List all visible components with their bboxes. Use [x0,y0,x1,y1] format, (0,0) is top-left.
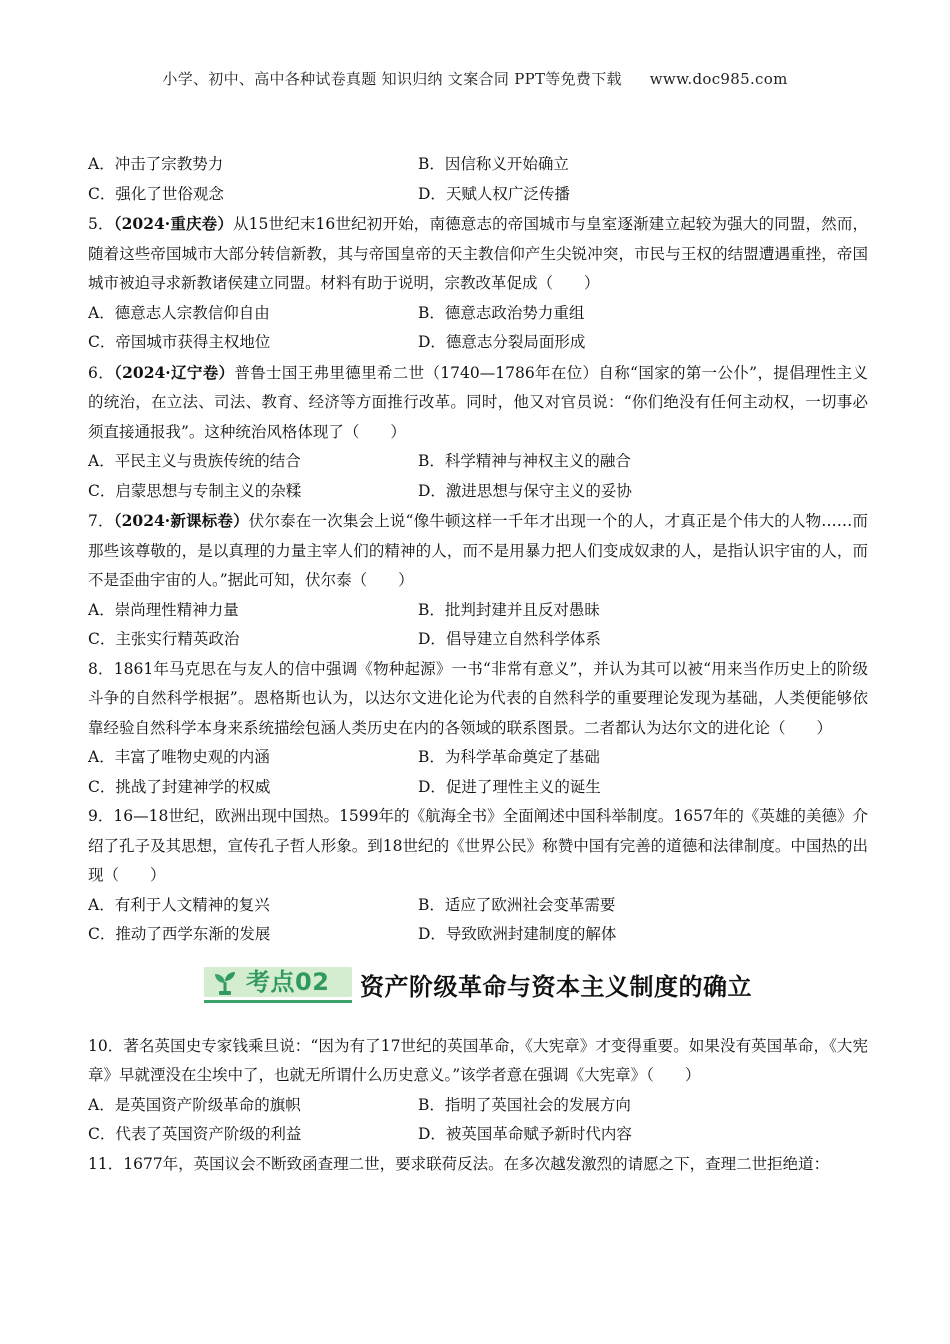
q7-options-row-2 [88,625,868,655]
q6-number: 6． [88,363,115,382]
q10-stem [88,1032,868,1091]
q11-number: 11． [88,1154,124,1173]
q6-options-row-2 [88,477,868,507]
q6-text: 普鲁士国王弗里德里希二世（1740—1786年在位）自称“国家的第一公仆”，提倡理性主义的统治，在立法、司法、教育、经济等方面推行改革。同时，他又对官员说：“你们绝没有任何主动权，一切事必须直接通报我”。这种统治风格体现了（ ） [88,363,868,441]
q9-options-row-2 [88,920,868,950]
exam-content [88,150,868,1179]
q7-options-row-1 [88,596,868,626]
q5-source: （2024·重庆卷） [113,214,233,233]
q7-option-b[interactable]: B．批判封建并且反对愚昧 [418,600,600,619]
q8-option-c[interactable]: C．挑战了封建神学的权威 [88,777,271,796]
q8-option-a[interactable]: A．丰富了唯物史观的内涵 [88,748,270,766]
q6-options-row-1 [88,447,868,477]
section-title: 资产阶级革命与资本主义制度的确立 [360,973,752,1001]
q8-number: 8． [88,659,114,678]
q4-option-c[interactable]: C．强化了世俗观念 [88,184,224,203]
q10-option-a[interactable]: A．是英国资产阶级革命的旗帜 [88,1095,301,1114]
q7-source: （2024·新课标卷） [113,511,249,530]
section-badge-label: 考点02 [246,967,330,996]
sprout-icon [212,970,238,996]
q10-options-row-2 [88,1120,868,1150]
section-badge-underline [204,1000,352,1003]
section-heading [88,960,868,1010]
q11-text: 1677年，英国议会不断致函查理二世，要求联荷反法。在多次越发激烈的请愿之下，查理二世拒绝道： [123,1154,830,1173]
header-text: 小学、初中、高中各种试卷真题 知识归纳 文案合同 PPT等免费下载 [162,70,622,88]
q9-option-d[interactable]: D．导致欧洲封建制度的解体 [418,925,617,943]
q4-options-row-2 [88,180,868,210]
q8-options-row-1 [88,743,868,773]
q5-options-row-2 [88,328,868,358]
q8-option-b[interactable]: B．为科学革命奠定了基础 [418,748,600,766]
q10-option-b[interactable]: B．指明了英国社会的发展方向 [418,1095,631,1114]
q8-options-row-2 [88,773,868,803]
q7-option-a[interactable]: A．崇尚理性精神力量 [88,600,239,619]
q4-options-row-1 [88,150,868,180]
q6-stem [88,358,868,448]
q5-text: 从15世纪末16世纪初开始，南德意志的帝国城市与皇室逐渐建立起较为强大的同盟，然而，随着这些帝国城市大部分转信新教，其与帝国皇帝的天主教信仰产生尖锐冲突，市民与王权的结盟遭遇重挫，帝国城市被迫寻求新教诸侯建立同盟。材料有助于说明，宗教改革促成（ ） [88,215,868,292]
q5-number: 5． [88,215,114,233]
q10-text: 著名英国史专家钱乘旦说：“因为有了17世纪的英国革命，《大宪章》才变得重要。如果没有英国革命，《大宪章》早就湮没在尘埃中了，也就无所谓什么历史意义。”该学者意在强调《大宪章》（ ） [88,1036,868,1084]
q9-options-row-1 [88,891,868,921]
q4-option-b[interactable]: B．因信称义开始确立 [418,155,569,173]
q9-option-a[interactable]: A．有利于人文精神的复兴 [88,895,270,914]
q5-option-c[interactable]: C．帝国城市获得主权地位 [88,333,271,351]
q7-number: 7． [88,512,114,530]
q6-option-c[interactable]: C．启蒙思想与专制主义的杂糅 [88,481,302,500]
q4-option-d[interactable]: D．天赋人权广泛传播 [418,184,570,203]
q10-options-row-1 [88,1091,868,1121]
q7-stem [88,506,868,596]
q8-stem [88,655,868,744]
q6-option-a[interactable]: A．平民主义与贵族传统的结合 [88,452,301,470]
section-badge [204,967,352,1003]
q5-option-a[interactable]: A．德意志人宗教信仰自由 [88,303,270,322]
q6-option-b[interactable]: B．科学精神与神权主义的融合 [418,452,631,470]
q10-option-c[interactable]: C．代表了英国资产阶级的利益 [88,1125,302,1143]
q9-stem [88,802,868,891]
q7-option-d[interactable]: D．倡导建立自然科学体系 [418,630,601,648]
q6-source: （2024·辽宁卷） [114,362,235,382]
q5-option-d[interactable]: D．德意志分裂局面形成 [418,333,586,351]
q7-option-c[interactable]: C．主张实行精英政治 [88,630,240,648]
q9-text: 16—18世纪，欧洲出现中国热。1599年的《航海全书》全面阐述中国科举制度。1657年的《英雄的美德》介绍了孔子及其思想，宣传孔子哲人形象。到18世纪的《世界公民》称赞中国有完善的道德和法律制度。中国热的出现（ ） [88,807,868,884]
q4-option-a[interactable]: A．冲击了宗教势力 [88,155,224,173]
q6-option-d[interactable]: D．激进思想与保守主义的妥协 [418,481,632,500]
q8-text: 1861年马克思在与友人的信中强调《物种起源》一书“非常有意义”，并认为其可以被“用来当作历史上的阶级斗争的自然科学根据”。恩格斯也认为，以达尔文进化论为代表的自然科学的重要理论发现为基础，人类便能够依靠经验自然科学本身来系统描绘包涵人类历史在内的各领域的联系图景。二者都认为达尔文的进化论（ ） [88,659,868,737]
page-header [0,68,950,89]
q5-option-b[interactable]: B．德意志政治势力重组 [418,303,585,322]
q10-option-d[interactable]: D．被英国革命赋予新时代内容 [418,1125,632,1143]
q5-stem [88,209,868,299]
q11-stem [88,1150,868,1180]
q9-option-b[interactable]: B．适应了欧洲社会变革需要 [418,895,616,914]
q8-option-d[interactable]: D．促进了理性主义的诞生 [418,777,601,796]
q5-options-row-1 [88,299,868,329]
q7-text: 伏尔泰在一次集会上说“像牛顿这样一千年才出现一个的人，才真正是个伟大的人物……而那些该尊敬的，是以真理的力量主宰人们的精神的人，而不是用暴力把人们变成奴隶的人，是指认识宇宙的人，而不是歪曲宇宙的人。”据此可知，伏尔泰（ ） [88,512,868,589]
q9-number: 9． [88,807,114,825]
q10-number: 10． [88,1036,124,1055]
q9-option-c[interactable]: C．推动了西学东渐的发展 [88,925,271,943]
header-site[interactable]: www.doc985.com [649,70,788,88]
